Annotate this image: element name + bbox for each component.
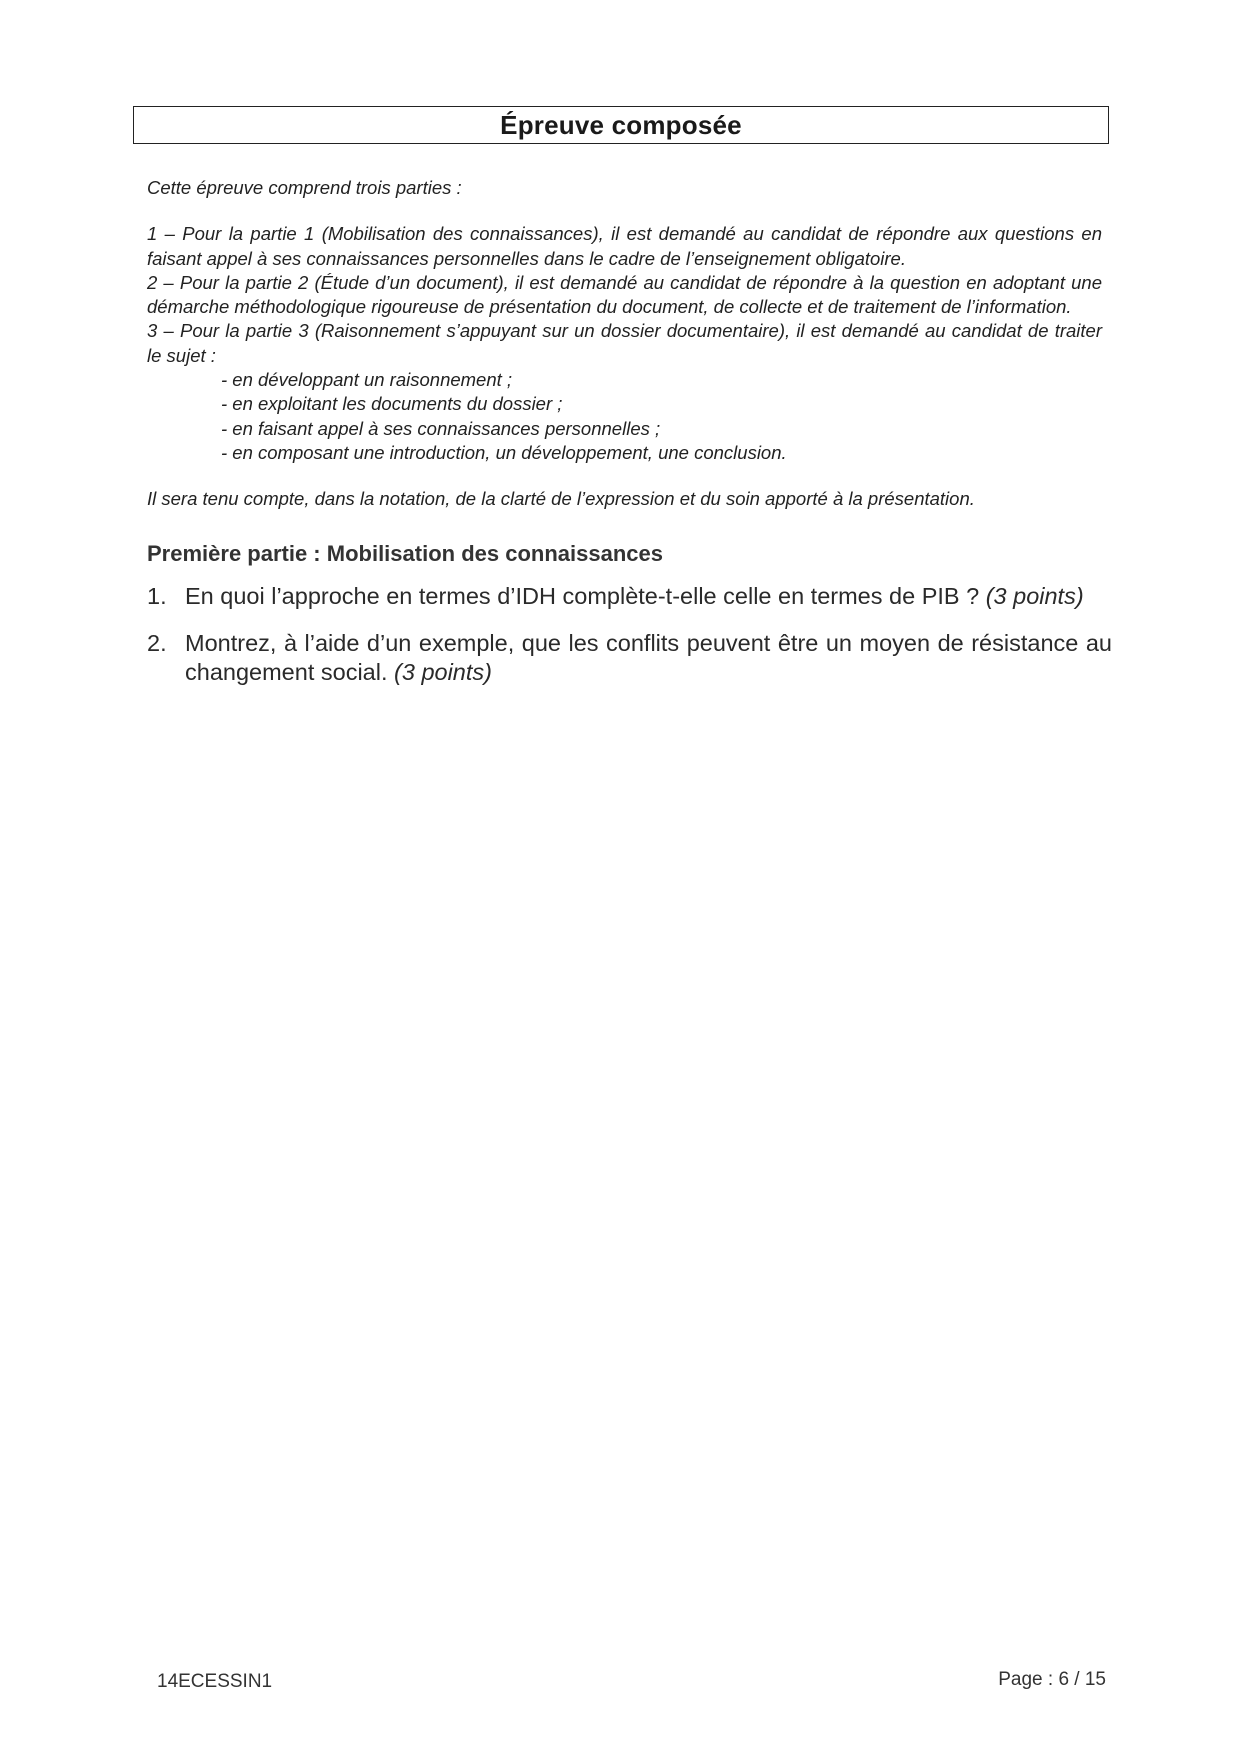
instruction-item-3: 3 – Pour la partie 3 (Raisonnement s’appuyant sur un dossier documentaire), il est demandé au candidat de traiter le sujet : — [147, 320, 1102, 366]
part-one-heading: Première partie : Mobilisation des connaissances — [147, 540, 663, 566]
bullet-item: - en exploitant les documents du dossier ; — [221, 393, 563, 415]
question-item — [147, 582, 1112, 611]
question-list — [147, 582, 1112, 687]
page-number: Page : 6 / 15 — [998, 1669, 1106, 1690]
question-body: En quoi l’approche en termes d’IDH complète-t-elle celle en termes de PIB ? — [185, 582, 986, 609]
title-box — [133, 106, 1109, 144]
question-item — [147, 629, 1112, 687]
question-points: (3 points) — [394, 658, 492, 685]
page-title: Épreuve composée — [500, 110, 742, 140]
question-number: 1. — [147, 582, 167, 609]
question-points: (3 points) — [985, 582, 1084, 609]
bullet-item: - en composant une introduction, un développement, une conclusion. — [221, 441, 787, 463]
bullet-item: - en développant un raisonnement ; — [221, 369, 513, 391]
question-text — [185, 629, 1112, 687]
bullet-item: - en faisant appel à ses connaissances personnelles ; — [221, 417, 661, 439]
instruction-item-2: 2 – Pour la partie 2 (Étude d’un document), il est demandé au candidat de répondre à la question en adoptant une démarche méthodologique rigoureuse de présentation du document, de collecte et de traitement de l’information. — [147, 271, 1102, 318]
grading-note: Il sera tenu compte, dans la notation, de la clarté de l’expression et du soin apporté à la présentation. — [147, 488, 975, 510]
page-content — [147, 176, 1112, 705]
instruction-bullets — [147, 368, 1102, 465]
instruction-item-1: 1 – Pour la partie 1 (Mobilisation des connaissances), il est demandé au candidat de répondre aux questions en faisant appel à ses connaissances personnelles dans le cadre de l’enseignement obligatoire. — [147, 223, 1102, 269]
question-number: 2. — [147, 629, 167, 656]
subject-code: 14ECESSIN1 — [157, 1671, 273, 1692]
question-body: Montrez, à l’aide d’un exemple, que les conflits peuvent être un moyen de résistance au changement social. — [185, 629, 1112, 685]
instructions-intro: Cette épreuve comprend trois parties : — [147, 177, 462, 198]
question-text — [185, 582, 1112, 611]
